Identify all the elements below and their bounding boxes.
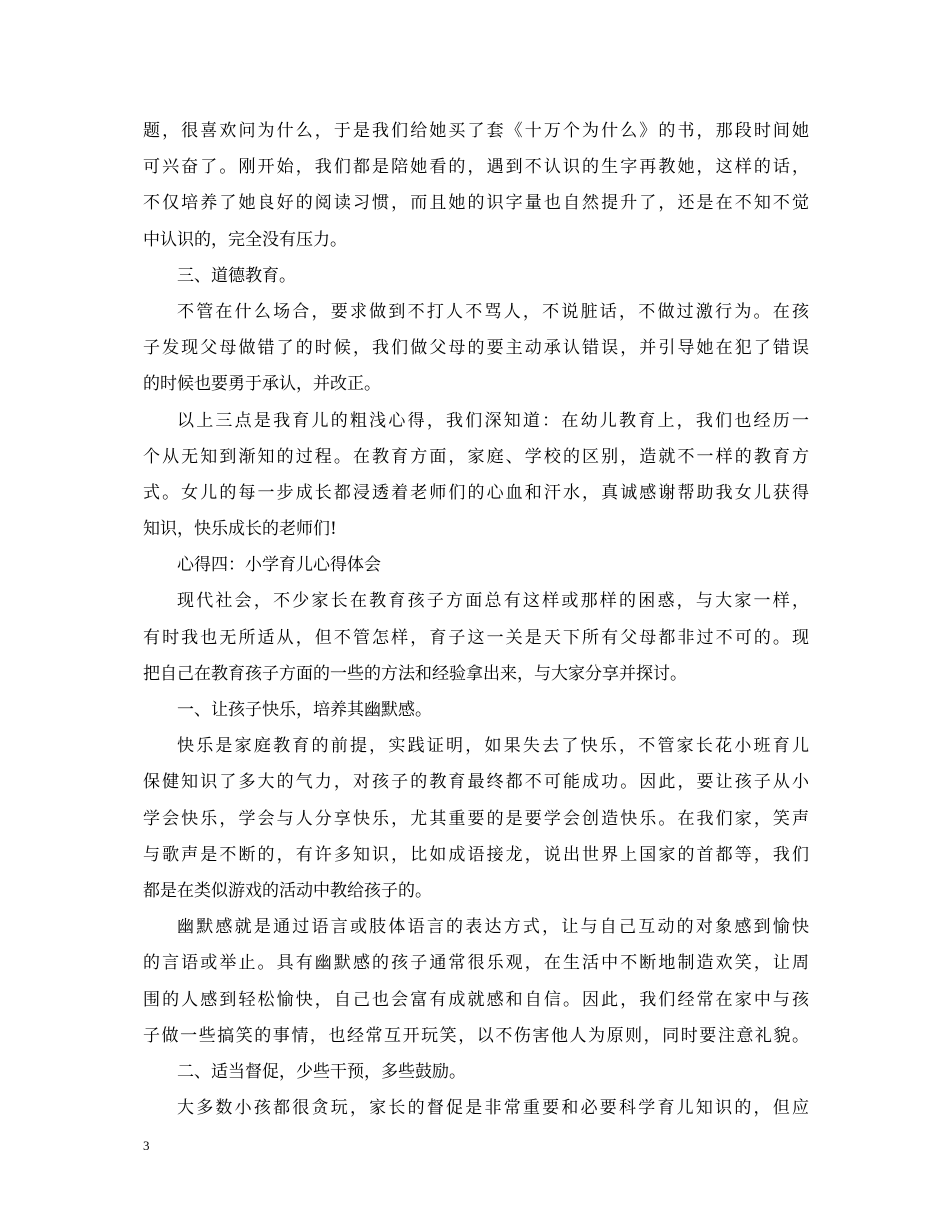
section-heading: 一、让孩子快乐，培养其幽默感。 (177, 700, 432, 720)
text-line: 围的人感到轻松愉快，自己也会富有成就感和自信。因此，我们经常在家中与孩 (143, 989, 809, 1010)
text-line: 子做一些搞笑的事情，也经常互开玩笑，以不伤害他人为原则，同时要注意礼貌。 (143, 1025, 809, 1046)
text-line: 的言语或举止。具有幽默感的孩子通常很乐观，在生活中不断地制造欢笑，让周 (143, 953, 809, 974)
section-heading: 三、道德教育。 (177, 265, 296, 286)
text-line: 幽默感就是通过语言或肢体语言的表达方式，让与自己互动的对象感到愉快 (177, 917, 809, 938)
section-heading: 心得四：小学育儿心得体会 (177, 555, 381, 576)
text-line: 知识，快乐成长的老师们! (143, 519, 337, 540)
text-line: 可兴奋了。刚开始，我们都是陪她看的，遇到不认识的生字再教她，这样的话， (143, 157, 809, 178)
document-body (143, 113, 809, 1126)
text-line: 学会快乐，学会与人分享快乐，尤其重要的是要学会创造快乐。在我们家，笑声 (143, 808, 809, 829)
text-line: 把自己在教育孩子方面的一些的方法和经验拿出来，与大家分享并探讨。 (143, 663, 687, 684)
text-line: 个从无知到渐知的过程。在教育方面，家庭、学校的区别，造就不一样的教育方 (143, 446, 809, 467)
text-line: 式。女儿的每一步成长都浸透着老师们的心血和汗水，真诚感谢帮助我女儿获得 (143, 482, 809, 503)
text-line: 中认识的，完全没有压力。 (143, 229, 347, 250)
text-line: 不仅培养了她良好的阅读习惯，而且她的识字量也自然提升了，还是在不知不觉 (143, 193, 809, 214)
text-line: 以上三点是我育儿的粗浅心得，我们深知道：在幼儿教育上，我们也经历一 (177, 410, 809, 431)
text-line: 保健知识了多大的气力，对孩子的教育最终都不可能成功。因此，要让孩子从小 (143, 772, 809, 793)
text-line: 题，很喜欢问为什么，于是我们给她买了套《十万个为什么》的书，那段时间她 (143, 121, 809, 141)
text-line: 不管在什么场合，要求做到不打人不骂人，不说脏话，不做过激行为。在孩 (177, 301, 809, 322)
text-line: 有时我也无所适从，但不管怎样，育子这一关是天下所有父母都非过不可的。现 (143, 627, 809, 648)
text-line: 大多数小孩都很贪玩，家长的督促是非常重要和必要科学育儿知识的，但应 (177, 1098, 809, 1119)
page-number: 3 (143, 1138, 150, 1153)
text-line: 现代社会，不少家长在教育孩子方面总有这样或那样的困惑，与大家一样， (177, 591, 809, 612)
text-line: 的时候也要勇于承认，并改正。 (143, 374, 381, 395)
text-line: 与歌声是不断的，有许多知识，比如成语接龙，说出世界上国家的首都等，我们 (143, 844, 809, 865)
section-heading: 二、适当督促，少些干预，多些鼓励。 (177, 1061, 466, 1082)
text-line: 都是在类似游戏的活动中教给孩子的。 (143, 880, 432, 901)
text-line: 快乐是家庭教育的前提，实践证明，如果失去了快乐，不管家长花小班育儿 (177, 736, 809, 757)
text-line: 子发现父母做错了的时候，我们做父母的要主动承认错误，并引导她在犯了错误 (143, 338, 809, 359)
